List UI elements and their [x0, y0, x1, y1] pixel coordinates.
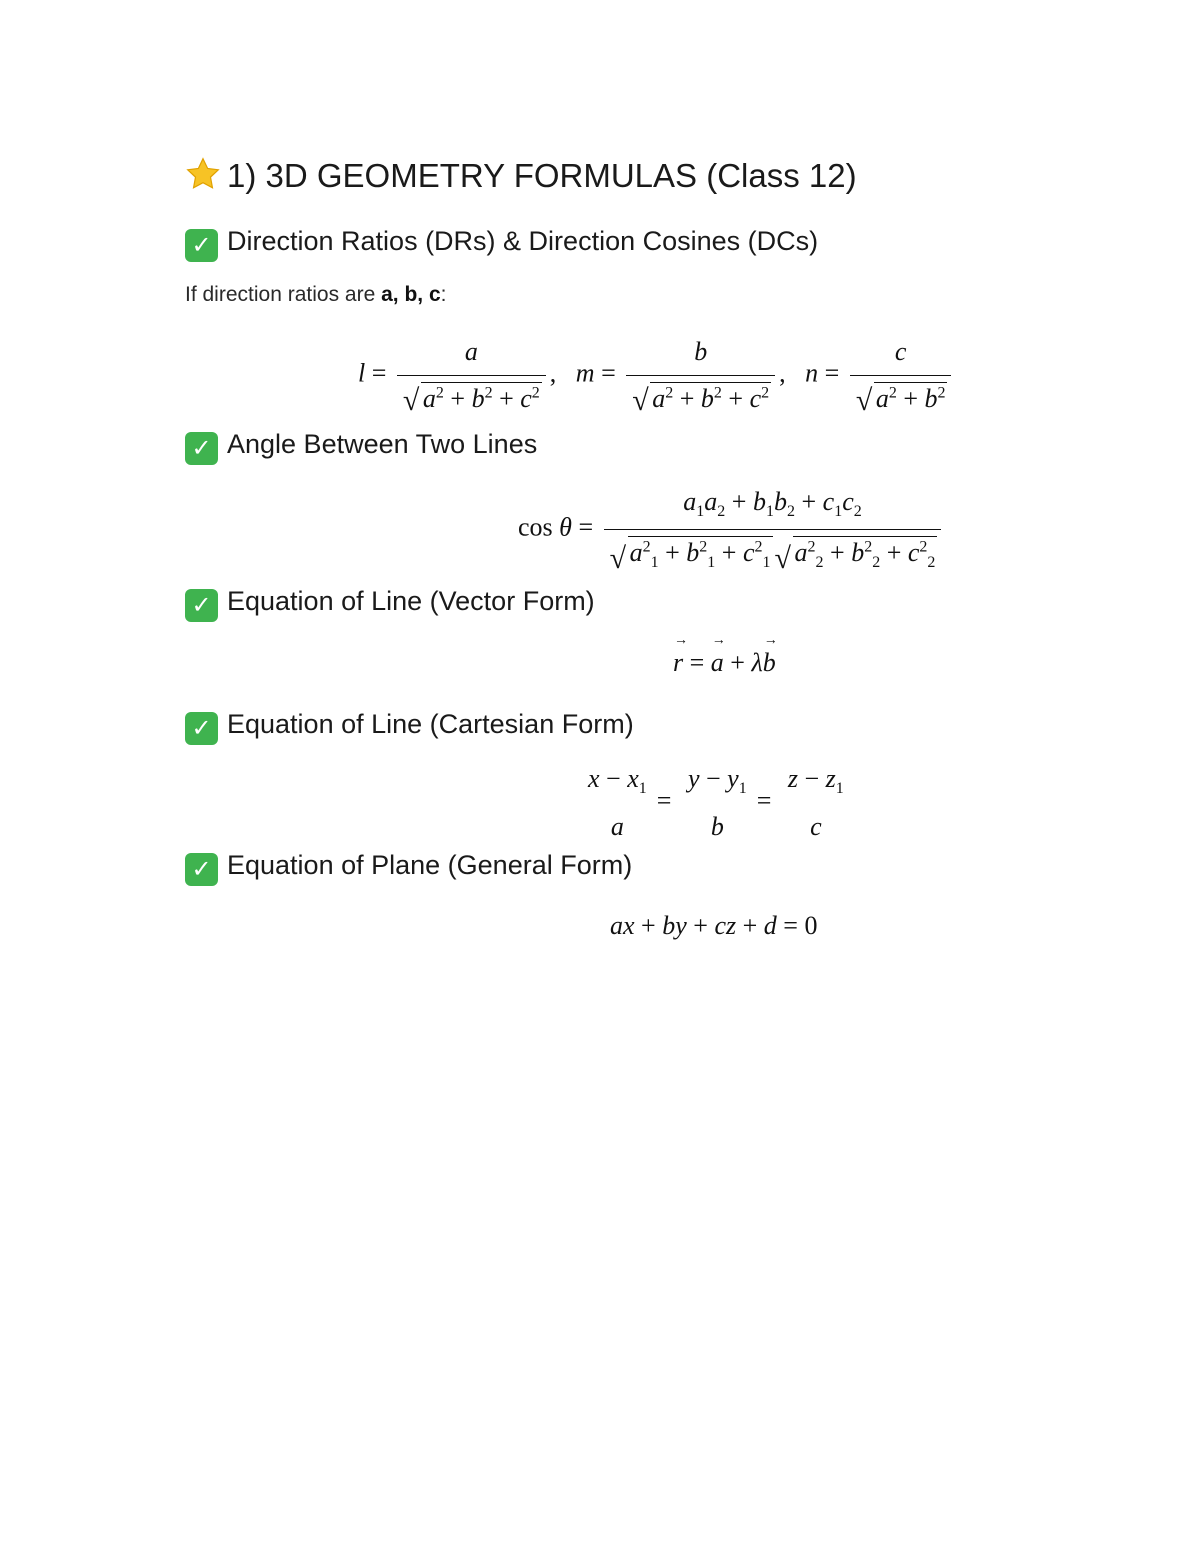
angle-formula: cos θ = $a_1a_2 + b_1b_2 + c_1c_2$ √ $a^2_1 + b^2_1 + c^2_1$ √ $a^2_2 + b^2_2 + c^2_2$: [518, 487, 945, 572]
line-vector-formula: r → = a → + λb →: [673, 648, 776, 678]
line-cartesian-formula: $x - x_1$ a = $y - y_1$ b = $z - z_1$ c: [588, 764, 844, 842]
heading-direction-ratios: ✓ Direction Ratios (DRs) & Direction Cosines (DCs): [185, 226, 818, 262]
heading-line-vector-form: ✓ Equation of Line (Vector Form): [185, 586, 595, 622]
direction-cosines-formula: l = a √ $a^2 + b^2 + c^2$ , m = b √ $a^2 + b^2 + c^2$ , n = c √ $a^2 + b^2$: [358, 337, 955, 414]
check-mark-icon: ✓: [185, 432, 218, 465]
heading-line-cartesian-form: ✓ Equation of Line (Cartesian Form): [185, 709, 634, 745]
intro-text: If direction ratios are a, b, c:: [185, 283, 447, 306]
check-mark-icon: ✓: [185, 229, 218, 262]
title-text: 1) 3D GEOMETRY FORMULAS (Class 12): [227, 157, 857, 194]
plane-general-formula: ax + by + cz + d = 0: [610, 911, 818, 940]
check-mark-icon: ✓: [185, 853, 218, 886]
check-mark-icon: ✓: [185, 712, 218, 745]
heading-plane-general-form: ✓ Equation of Plane (General Form): [185, 850, 632, 886]
check-mark-icon: ✓: [185, 589, 218, 622]
page-title: [185, 156, 857, 195]
star-icon: [185, 156, 221, 192]
heading-angle-between-lines: ✓ Angle Between Two Lines: [185, 429, 537, 465]
